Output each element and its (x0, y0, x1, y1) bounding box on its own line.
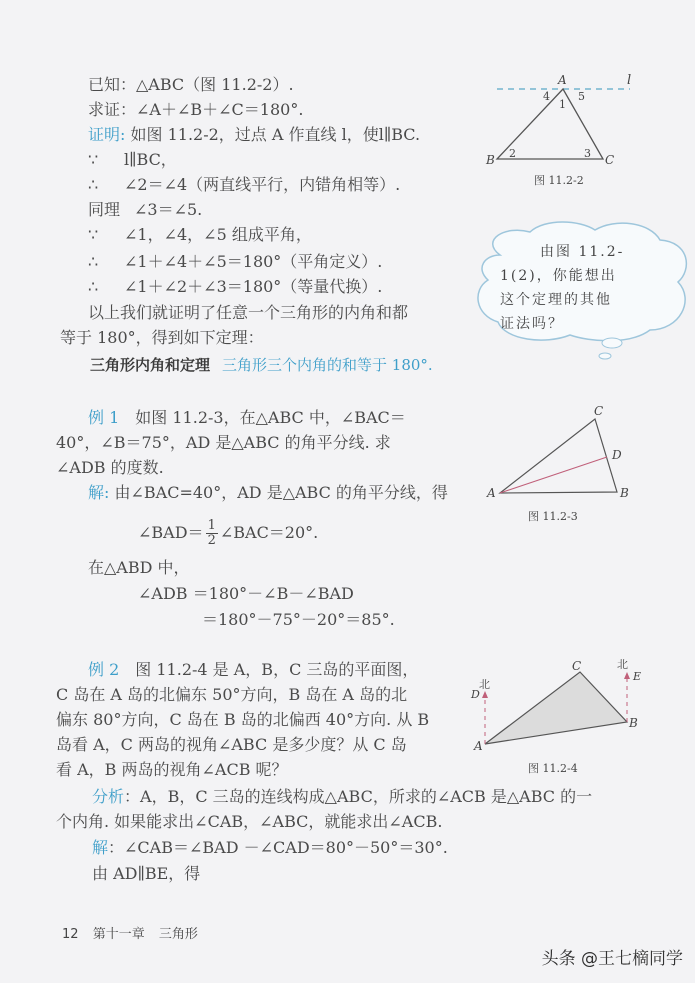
eq-left: ∠BAD＝ (138, 523, 204, 542)
arrow-up-icon (482, 691, 488, 698)
label-c: C (572, 659, 582, 673)
therefore-symbol: ∴ (88, 252, 99, 271)
example2-text: 图 11.2-4 是 A，B，C 三岛的平面图， (135, 660, 419, 679)
example2-line: 看 A，B 两岛的视角∠ACB 呢？ (56, 760, 288, 779)
label-a: A (474, 739, 483, 753)
arrow-up-icon (624, 672, 630, 679)
theorem-name: 三角形内角和定理 (90, 356, 211, 374)
cloud-bubble (602, 338, 622, 348)
solution-line: 由 AD∥BE，得 (92, 864, 201, 883)
therefore-symbol: ∴ (88, 277, 99, 296)
proof-label: 证明: (88, 125, 126, 144)
therefore-symbol: ∴ (88, 175, 99, 194)
theorem-text: 三角形三个内角的和等于 180°. (222, 356, 433, 374)
example1-line: 40°，∠B＝75°，AD 是△ABC 的角平分线. 求 (56, 433, 391, 452)
label-d: D (612, 448, 622, 462)
label-l: l (627, 73, 632, 88)
solution-label: 解: (88, 483, 110, 502)
because-symbol: ∵ (88, 225, 99, 244)
chapter-label: 第十一章 (92, 927, 145, 942)
figure-11-2-2 (485, 73, 631, 187)
analysis-label: 分析 (92, 787, 125, 806)
triangle-islands (485, 672, 627, 744)
watermark: 头条 @王七樀同学 (541, 949, 683, 969)
example2-line: 岛看 A，C 两岛的视角∠ABC 是多少度？从 C 岛 (56, 735, 407, 754)
example2-line: 偏东 80°方向，C 岛在 B 岛的北偏西 40°方向. 从 B (56, 710, 430, 729)
proof-text: 如图 11.2-2，过点 A 作直线 l，使l∥BC. (125, 125, 421, 144)
equation-adb: ∠ADB ＝180°－∠B－∠BAD (138, 584, 354, 603)
solution-text: 由∠BAC=40°，AD 是△ABC 的角平分线，得 (109, 483, 448, 502)
label-a: A (558, 73, 567, 87)
cloud-line: 由图 11.2- (540, 244, 625, 260)
chapter-title: 三角形 (158, 927, 198, 942)
denominator: 2 (207, 533, 216, 548)
label-b: B (629, 716, 638, 730)
cloud-bubble (599, 353, 611, 359)
step-text: ∠1，∠4，∠5 组成平角， (124, 225, 312, 244)
label-b: B (486, 153, 495, 167)
angle-1: 1 (559, 98, 566, 111)
step-text: ∠2＝∠4（两直线平行，内错角相等）. (124, 175, 401, 194)
analysis-text: ：A，B，C 三岛的连线构成△ABC，所求的∠ACB 是△ABC 的一 (124, 787, 593, 806)
cloud-line: 这个定理的其他 (500, 292, 612, 308)
numerator: 1 (207, 518, 216, 533)
because-symbol: ∵ (88, 150, 99, 169)
cloud-line: 证法吗？ (500, 316, 564, 332)
solution-text: ：∠CAB＝∠BAD －∠CAD＝80°－50°＝30°. (108, 838, 448, 857)
example1-line: ∠ADB 的度数. (56, 458, 164, 477)
equation-result: ＝180°－75°－20°＝85°. (202, 610, 395, 629)
solution-label: 解 (92, 838, 109, 857)
figure-caption: 图 11.2-3 (528, 510, 578, 523)
eq-right: ∠BAC＝20°. (219, 523, 319, 542)
step-text: ∠1＋∠2＋∠3＝180°（等量代换）. (124, 277, 383, 296)
triangle-abc (500, 419, 617, 493)
step-text: ∠3＝∠5. (134, 200, 203, 219)
page-number: 12 (62, 927, 79, 942)
bisector-ad (500, 457, 607, 493)
example2-line: C 岛在 A 岛的北偏东 50°方向，B 岛在 A 岛的北 (56, 685, 408, 704)
figure-caption: 图 11.2-4 (528, 762, 578, 775)
figure-11-2-3 (486, 404, 629, 523)
analysis-line: 个内角. 如果能求出∠CAB，∠ABC，就能求出∠ACB. (56, 812, 443, 831)
example1-text: 如图 11.2-3，在△ABC 中，∠BAC＝ (135, 408, 406, 427)
figure-11-2-4 (470, 658, 641, 775)
label-c: C (605, 153, 615, 167)
figure-caption: 图 11.2-2 (534, 174, 584, 187)
angle-3: 3 (584, 147, 591, 160)
cloud-text (500, 240, 670, 336)
conclusion-line: 等于 180°，得到如下定理： (60, 328, 264, 347)
page-footer (62, 923, 198, 942)
label-d: D (471, 688, 480, 701)
north-label: 北 (617, 658, 628, 671)
given-line: 已知：△ABC（图 11.2-2）. (88, 75, 294, 94)
prove-line: 求证：∠A＋∠B＋∠C＝180°. (88, 100, 304, 119)
angle-4: 4 (543, 90, 550, 103)
angle-2: 2 (509, 147, 516, 160)
in-triangle-line: 在△ABD 中， (88, 558, 190, 577)
label-c: C (594, 404, 604, 418)
cloud-line: 1(2)，你能想出 (500, 268, 617, 284)
conclusion-line: 以上我们就证明了任意一个三角形的内角和都 (88, 303, 409, 322)
label-e: E (633, 670, 642, 683)
label-a: A (487, 486, 496, 500)
similarly-label: 同理 (88, 200, 121, 219)
example2-label: 例 2 (88, 660, 120, 679)
angle-5: 5 (578, 90, 585, 103)
example1-label: 例 1 (88, 408, 120, 427)
step-text: ∠1＋∠4＋∠5＝180°（平角定义）. (124, 252, 383, 271)
step-text: l∥BC， (124, 150, 177, 169)
label-b: B (620, 486, 629, 500)
north-label: 北 (479, 678, 490, 691)
